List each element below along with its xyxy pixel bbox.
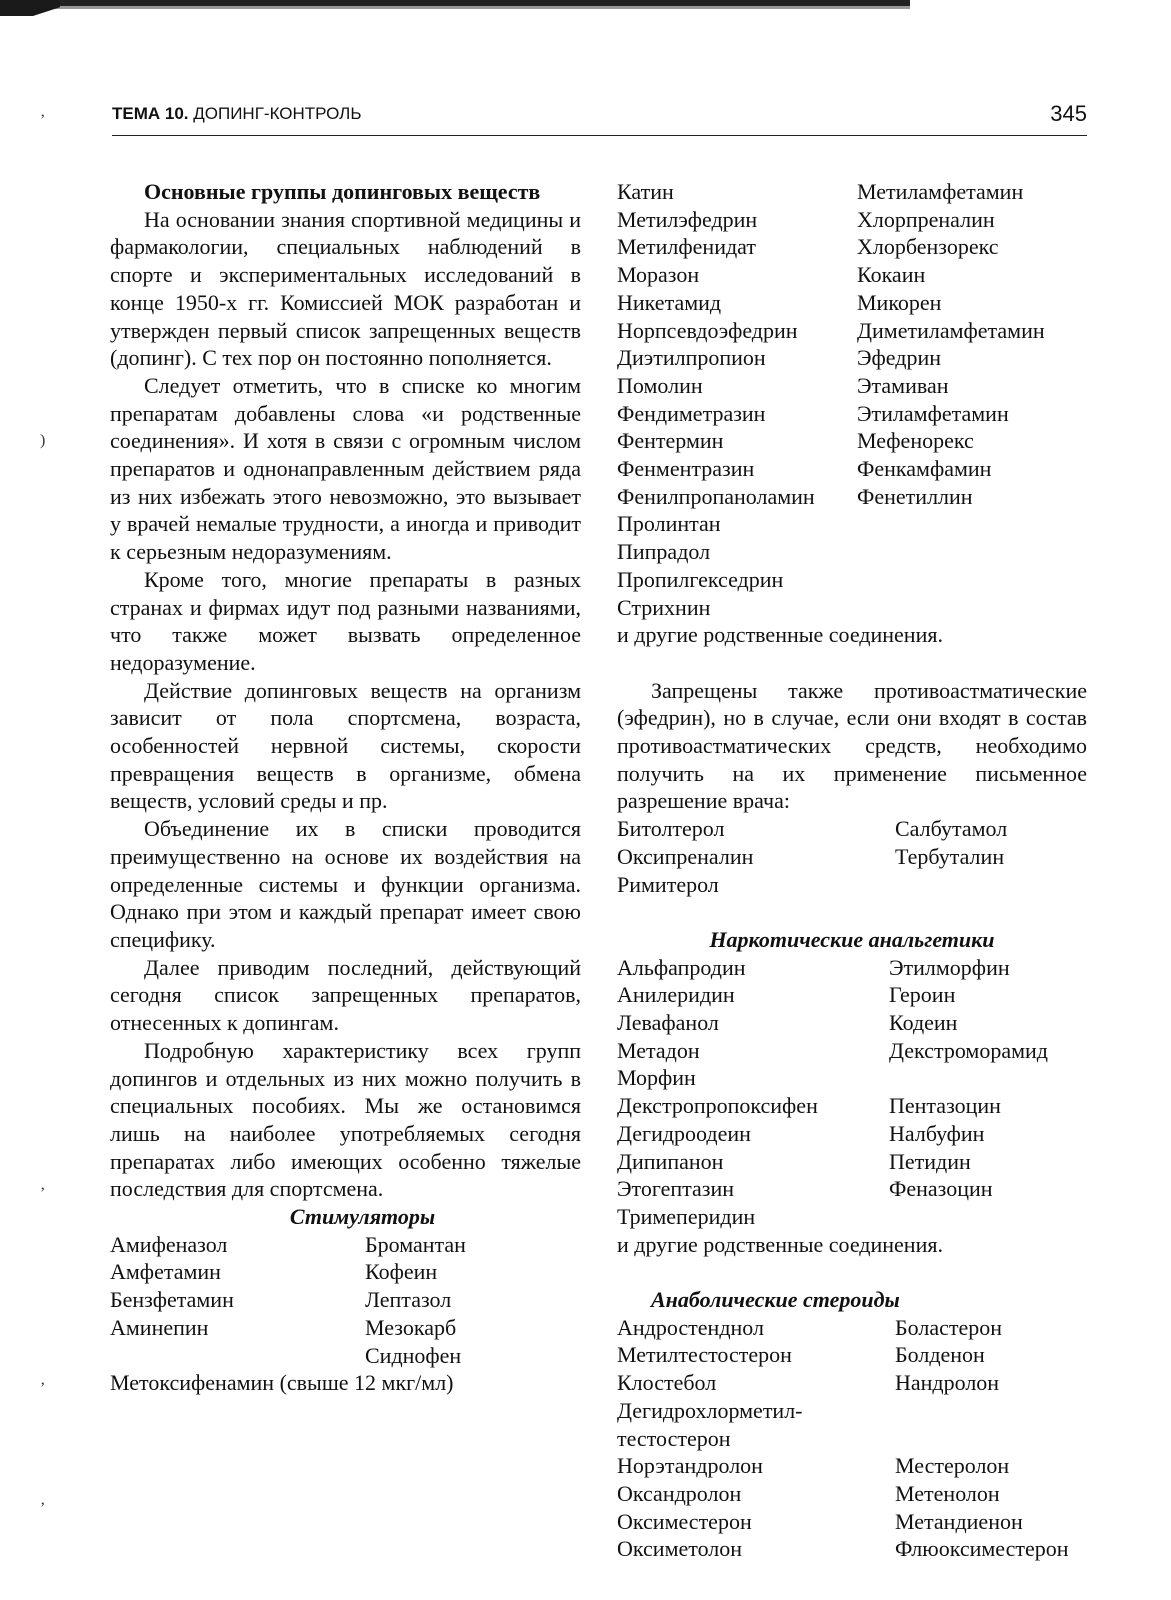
list-item: Кокаин <box>857 262 926 288</box>
list-item: Метиламфетамин <box>857 179 1024 204</box>
list-item <box>895 1397 1087 1425</box>
list-item: Боластерон <box>895 1314 1003 1340</box>
list-item: Никетамид <box>617 289 722 315</box>
list-item: Римитерол <box>617 871 719 897</box>
list-tail: и другие родственные соединения. <box>617 622 943 648</box>
list-item: Бензфетамин <box>110 1287 234 1313</box>
asthma-list <box>617 815 1087 898</box>
list-item: Фендиметразин <box>617 400 766 426</box>
list-item: Фентермин <box>617 428 724 454</box>
list-item <box>857 510 1087 538</box>
spacer <box>617 1258 1087 1286</box>
list-item: Аминепин <box>110 1314 209 1340</box>
narcotics-heading: Наркотические анальгетики <box>709 926 995 952</box>
list-item <box>857 538 1087 566</box>
list-item: Оксиместерон <box>617 1508 752 1534</box>
list-item: Оксипреналин <box>617 843 754 869</box>
list-item: Морфин <box>617 1065 696 1091</box>
list-item: Дегидрохлорметил- <box>617 1397 803 1423</box>
list-item: Пентазоцин <box>889 1093 1001 1119</box>
list-item: Амифеназол <box>110 1231 228 1257</box>
list-item <box>857 594 1087 622</box>
list-item: Стрихнин <box>617 594 711 620</box>
list-item: Героин <box>889 982 956 1008</box>
stimulants-list-continued <box>617 178 1087 621</box>
list-item: Битолтерол <box>617 816 725 842</box>
list-item: Метилэфедрин <box>617 206 758 232</box>
list-item <box>895 871 1087 899</box>
list-item: Метандиенон <box>895 1508 1023 1534</box>
list-item: Пипрадол <box>617 539 711 565</box>
list-item: Кофеин <box>365 1259 438 1285</box>
right-column <box>617 178 1087 1563</box>
list-item: Левафанол <box>617 1010 719 1036</box>
list-item: Тримеперидин <box>617 1203 756 1229</box>
paragraph: Следует отметить, что в списке ко многим препаратам добавлены слова «и родственные соединения». И хотя в связи с огромным числом препаратов и однонаправленным действием ряда из них избежать этого невозможно, это вызывает у врачей немалые трудности, а иногда и приводит к серьезным недоразумениям. <box>110 372 581 565</box>
list-item: Мезокарб <box>365 1314 457 1340</box>
list-item <box>895 1425 1087 1453</box>
spacer <box>617 649 1087 677</box>
list-item: Петидин <box>889 1148 971 1174</box>
list-item: Нандролон <box>895 1370 1000 1396</box>
list-item: Декстроморамид <box>889 1037 1048 1063</box>
margin-mark: ’ <box>40 1185 46 1202</box>
list-item: Метенолон <box>895 1481 1000 1506</box>
margin-mark: ’ <box>40 1500 46 1517</box>
list-item: Пролинтан <box>617 511 721 537</box>
list-item: Хлорбензорекс <box>857 234 999 260</box>
list-item: Метилтестостерон <box>617 1342 792 1368</box>
list-item: Пропилгекседрин <box>617 566 784 592</box>
list-item: Налбуфин <box>889 1120 985 1146</box>
stimulants-heading: Стимуляторы <box>289 1204 436 1230</box>
top-rule <box>0 0 910 9</box>
list-item <box>889 1203 1087 1231</box>
list-item: Этогептазин <box>617 1176 735 1202</box>
list-item: Мефенорекс <box>857 428 974 454</box>
list-item: Микорен <box>857 289 942 315</box>
top-rule-corner <box>0 0 60 16</box>
margin-mark: ) <box>40 432 46 449</box>
list-item: Норпсевдоэфедрин <box>617 317 798 343</box>
margin-mark: ’ <box>40 112 46 129</box>
spacer <box>617 898 1087 926</box>
asthma-paragraph: Запрещены также противоастматические (эфедрин), но в случае, если они входят в состав противоастматических средств, необходимо получить на их применение письменное разрешение врача: <box>617 677 1087 814</box>
list-item: Фенментразин <box>617 456 755 482</box>
page-number: 345 <box>1050 101 1087 126</box>
list-item: Метилфенидат <box>617 234 756 260</box>
paragraph: На основании знания спортивной медицины и фармакологии, специальных наблюдений в спорте и экспериментальных исследований в конце 1950-х гг. Комиссией МОК разработан и утвержден первый список запрещенных веществ (допинг). С тех пор он постоянно пополняется. <box>110 206 581 371</box>
list-item: Помолин <box>617 372 703 398</box>
anabolic-heading: Анаболические стероиды <box>651 1287 900 1313</box>
list-item: Диметиламфетамин <box>857 317 1045 343</box>
list-item: Дипипанон <box>617 1148 724 1174</box>
list-item: Моразон <box>617 262 700 288</box>
list-item: Оксандролон <box>617 1481 742 1506</box>
list-item: Лептазол <box>365 1287 452 1313</box>
paragraph: Действие допинговых веществ на организм зависит от пола спортсмена, возраста, особенностей нервной системы, скорости превращения веществ в организме, обмена веществ, условий среды и пр. <box>110 677 581 814</box>
list-item: Андростенднол <box>617 1314 764 1340</box>
stimulants-last-item: Метоксифенамин (свыше 12 мкг/мл) <box>110 1370 454 1396</box>
left-column <box>110 178 581 1397</box>
list-item: Фенилпропаноламин <box>617 483 815 509</box>
list-item: Оксиметолон <box>617 1536 743 1562</box>
list-item: Сиднофен <box>365 1342 462 1368</box>
stimulants-list <box>110 1231 581 1370</box>
list-item: Диэтилпропион <box>617 345 766 371</box>
list-item: Этиламфетамин <box>857 400 1009 426</box>
list-item: Этамиван <box>857 372 949 398</box>
list-item: тестостерон <box>617 1425 731 1451</box>
paragraph: Подробную характеристику всех групп допингов и отдельных из них можно получить в специальных пособиях. Мы же остановимся лишь на наиболее употребляемых сегодня препаратах либо имеющих особенно тяжелые последствия для спортсмена. <box>110 1037 581 1202</box>
paragraph: Далее приводим последний, действующий сегодня список запрещенных препаратов, отнесенных к допингам. <box>110 954 581 1036</box>
list-item: Хлорпреналин <box>857 206 995 232</box>
list-item: Флюоксиместерон <box>895 1536 1069 1562</box>
list-item: Этилморфин <box>889 954 1010 980</box>
running-header <box>112 101 1087 136</box>
list-item: Фенетиллин <box>857 483 973 509</box>
paragraph: Кроме того, многие препараты в разных странах и фирмах идут под разными названиями, что также может вызвать определенное недоразумение. <box>110 566 581 675</box>
list-item: Тербуталин <box>895 843 1005 869</box>
list-item: Феназоцин <box>889 1176 993 1202</box>
list-item: Альфапродин <box>617 954 746 980</box>
list-item: Дегидроодеин <box>617 1120 751 1146</box>
list-item: Болденон <box>895 1342 985 1368</box>
list-item: Анилеридин <box>617 982 735 1008</box>
list-item: Норэтандролон <box>617 1453 763 1479</box>
section-heading: Основные группы допинговых веществ <box>144 179 541 204</box>
paragraph: Объединение их в списки проводится преимущественно на основе их воздействия на определенные системы и функции организма. Однако при этом и каждый препарат имеет свою специфику. <box>110 816 581 952</box>
narcotics-list <box>617 954 1087 1231</box>
list-item <box>110 1342 365 1370</box>
list-item <box>889 1064 1087 1092</box>
list-item <box>857 566 1087 594</box>
list-item: Катин <box>617 179 674 204</box>
list-item: Эфедрин <box>857 345 941 371</box>
list-item: Фенкамфамин <box>857 456 992 482</box>
list-item: Клостебол <box>617 1370 717 1396</box>
anabolic-list <box>617 1314 1087 1563</box>
margin-mark: ’ <box>40 1380 46 1397</box>
list-tail: и другие родственные соединения. <box>617 1231 943 1257</box>
list-item: Декстропропоксифен <box>617 1093 818 1119</box>
list-item: Бромантан <box>365 1231 466 1257</box>
list-item: Кодеин <box>889 1010 958 1036</box>
list-item: Амфетамин <box>110 1259 221 1285</box>
list-item: Салбутамол <box>895 816 1008 842</box>
chapter-title: ТЕМА 10. ДОПИНГ-КОНТРОЛЬ <box>112 104 362 123</box>
list-item: Метадон <box>617 1037 700 1063</box>
list-item: Местеролон <box>895 1453 1010 1479</box>
